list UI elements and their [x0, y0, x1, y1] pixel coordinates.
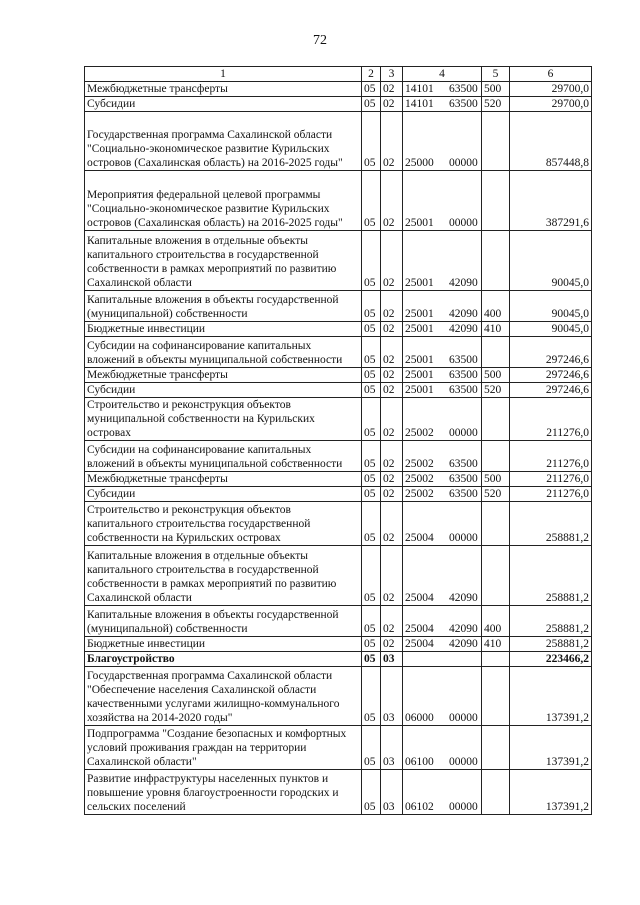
row-name-cell: Межбюджетные трансферты — [85, 82, 362, 97]
row-name-cell: Строительство и реконструкция объектов капитального строительства государственной собственности на Курильских островах — [85, 502, 362, 546]
row-subsection-cell: 02 — [381, 472, 403, 487]
table-row — [85, 398, 592, 441]
row-expense-type-cell: 500 — [482, 368, 510, 383]
target-article-part-1: 14101 — [405, 98, 434, 110]
row-name-cell: Государственная программа Сахалинской области "Обеспечение населения Сахалинской области качественными услугами жилищно-коммунального хозяйства на 2014-2020 годы" — [85, 667, 362, 726]
table-row — [85, 337, 592, 368]
row-amount-cell: 29700,0 — [510, 97, 592, 112]
target-article-part-1: 25001 — [405, 354, 434, 366]
row-amount-cell: 137391,2 — [510, 667, 592, 726]
target-article-part-2: 42090 — [449, 623, 478, 635]
row-section-cell: 05 — [362, 383, 381, 398]
target-article-part-1: 14101 — [405, 83, 434, 95]
row-section-cell: 05 — [362, 82, 381, 97]
row-name-cell: Капитальные вложения в объекты государственной (муниципальной) собственности — [85, 291, 362, 322]
table-row — [85, 368, 592, 383]
row-section-cell: 05 — [362, 637, 381, 652]
row-name-cell: Строительство и реконструкция объектов муниципальной собственности на Курильских островах — [85, 398, 362, 441]
row-amount-cell: 90045,0 — [510, 291, 592, 322]
row-expense-type-cell: 410 — [482, 637, 510, 652]
target-article-part-1: 06102 — [405, 801, 434, 813]
row-amount-cell: 90045,0 — [510, 322, 592, 337]
row-subsection-cell: 03 — [381, 770, 403, 815]
row-expense-type-cell: 410 — [482, 322, 510, 337]
target-article-part-1: 25002 — [405, 458, 434, 470]
row-name-cell: Государственная программа Сахалинской области "Социально-экономическое развитие Курильских островов (Сахалинская область) на 2016-2025 годы" — [85, 112, 362, 171]
row-section-cell: 05 — [362, 441, 381, 472]
row-expense-type-cell — [482, 112, 510, 171]
target-article-part-2: 42090 — [449, 323, 478, 335]
row-target-article-cell — [403, 487, 482, 502]
table-row — [85, 606, 592, 637]
row-expense-type-cell: 400 — [482, 291, 510, 322]
target-article-part-2: 42090 — [449, 638, 478, 650]
target-article-part-1: 25002 — [405, 427, 434, 439]
row-subsection-cell: 02 — [381, 637, 403, 652]
target-article-part-2: 00000 — [449, 756, 478, 768]
row-expense-type-cell — [482, 337, 510, 368]
row-subsection-cell: 03 — [381, 726, 403, 770]
header-col-name: 1 — [85, 67, 362, 82]
row-subsection-cell: 02 — [381, 383, 403, 398]
table-row — [85, 770, 592, 815]
row-name-cell: Капитальные вложения в отдельные объекты капитального строительства в государственной собственности в рамках мероприятий по развитию Сахалинской области — [85, 231, 362, 291]
row-section-cell: 05 — [362, 337, 381, 368]
table-row — [85, 171, 592, 231]
row-amount-cell: 258881,2 — [510, 546, 592, 606]
row-subsection-cell: 03 — [381, 652, 403, 667]
row-target-article-cell — [403, 472, 482, 487]
row-target-article-cell — [403, 652, 482, 667]
row-section-cell: 05 — [362, 322, 381, 337]
row-amount-cell: 211276,0 — [510, 487, 592, 502]
row-section-cell: 05 — [362, 546, 381, 606]
row-section-cell: 05 — [362, 97, 381, 112]
target-article-part-1: 06000 — [405, 712, 434, 724]
target-article-part-1: 25001 — [405, 308, 434, 320]
row-section-cell: 05 — [362, 472, 381, 487]
target-article-part-1: 25004 — [405, 623, 434, 635]
target-article-part-1: 25001 — [405, 277, 434, 289]
row-amount-cell: 137391,2 — [510, 726, 592, 770]
row-section-cell: 05 — [362, 112, 381, 171]
row-amount-cell: 297246,6 — [510, 337, 592, 368]
table-row — [85, 441, 592, 472]
row-amount-cell: 211276,0 — [510, 398, 592, 441]
row-subsection-cell: 02 — [381, 231, 403, 291]
table-row — [85, 322, 592, 337]
row-target-article-cell — [403, 502, 482, 546]
table-row — [85, 383, 592, 398]
row-name-cell: Подпрограмма "Создание безопасных и комфортных условий проживания граждан на территории Сахалинской области" — [85, 726, 362, 770]
row-section-cell: 05 — [362, 231, 381, 291]
header-col-amount: 6 — [510, 67, 592, 82]
row-subsection-cell: 02 — [381, 291, 403, 322]
row-expense-type-cell — [482, 441, 510, 472]
row-name-cell: Субсидии — [85, 487, 362, 502]
table-row — [85, 472, 592, 487]
row-section-cell: 05 — [362, 606, 381, 637]
target-article-part-2: 00000 — [449, 712, 478, 724]
row-amount-cell: 211276,0 — [510, 441, 592, 472]
row-subsection-cell: 02 — [381, 546, 403, 606]
table-row — [85, 667, 592, 726]
row-name-cell: Бюджетные инвестиции — [85, 322, 362, 337]
target-article-part-2: 00000 — [449, 157, 478, 169]
row-subsection-cell: 02 — [381, 337, 403, 368]
row-amount-cell: 258881,2 — [510, 606, 592, 637]
row-target-article-cell — [403, 337, 482, 368]
row-amount-cell: 223466,2 — [510, 652, 592, 667]
target-article-part-1: 25002 — [405, 473, 434, 485]
row-target-article-cell — [403, 171, 482, 231]
row-name-cell: Капитальные вложения в отдельные объекты капитального строительства в государственной собственности в рамках мероприятий по развитию Сахалинской области — [85, 546, 362, 606]
row-subsection-cell: 02 — [381, 502, 403, 546]
target-article-part-2: 42090 — [449, 308, 478, 320]
row-expense-type-cell — [482, 652, 510, 667]
target-article-part-2: 63500 — [449, 354, 478, 366]
row-amount-cell: 857448,8 — [510, 112, 592, 171]
row-target-article-cell — [403, 606, 482, 637]
row-section-cell: 05 — [362, 726, 381, 770]
row-section-cell: 05 — [362, 291, 381, 322]
row-amount-cell: 297246,6 — [510, 368, 592, 383]
target-article-part-2: 63500 — [449, 369, 478, 381]
target-article-part-2: 63500 — [449, 83, 478, 95]
row-name-cell: Межбюджетные трансферты — [85, 368, 362, 383]
target-article-part-1: 25004 — [405, 592, 434, 604]
row-expense-type-cell: 520 — [482, 487, 510, 502]
row-target-article-cell — [403, 726, 482, 770]
row-section-cell: 05 — [362, 502, 381, 546]
row-target-article-cell — [403, 770, 482, 815]
row-amount-cell: 211276,0 — [510, 472, 592, 487]
row-target-article-cell — [403, 291, 482, 322]
row-target-article-cell — [403, 97, 482, 112]
header-col-expense-type: 5 — [482, 67, 510, 82]
target-article-part-2: 63500 — [449, 488, 478, 500]
target-article-part-1: 25001 — [405, 323, 434, 335]
row-target-article-cell — [403, 398, 482, 441]
target-article-part-1: 06100 — [405, 756, 434, 768]
target-article-part-2: 00000 — [449, 217, 478, 229]
row-subsection-cell: 02 — [381, 171, 403, 231]
row-subsection-cell: 02 — [381, 112, 403, 171]
row-expense-type-cell: 400 — [482, 606, 510, 637]
target-article-part-2: 00000 — [449, 427, 478, 439]
row-expense-type-cell — [482, 171, 510, 231]
target-article-part-2: 00000 — [449, 532, 478, 544]
table-row — [85, 546, 592, 606]
row-target-article-cell — [403, 112, 482, 171]
row-subsection-cell: 02 — [381, 487, 403, 502]
row-expense-type-cell: 500 — [482, 472, 510, 487]
row-target-article-cell — [403, 667, 482, 726]
target-article-part-2: 00000 — [449, 801, 478, 813]
row-expense-type-cell — [482, 770, 510, 815]
target-article-part-2: 63500 — [449, 384, 478, 396]
table-row — [85, 726, 592, 770]
row-section-cell: 05 — [362, 652, 381, 667]
target-article-part-1: 25001 — [405, 384, 434, 396]
row-name-cell: Межбюджетные трансферты — [85, 472, 362, 487]
table-row — [85, 502, 592, 546]
target-article-part-1: 25002 — [405, 488, 434, 500]
row-expense-type-cell — [482, 546, 510, 606]
row-name-cell: Субсидии на софинансирование капитальных вложений в объекты муниципальной собственности — [85, 337, 362, 368]
row-name-cell: Благоустройство — [85, 652, 362, 667]
row-expense-type-cell — [482, 726, 510, 770]
row-section-cell: 05 — [362, 667, 381, 726]
row-name-cell: Субсидии — [85, 97, 362, 112]
row-target-article-cell — [403, 322, 482, 337]
row-subsection-cell: 02 — [381, 398, 403, 441]
table-row — [85, 652, 592, 667]
row-expense-type-cell — [482, 231, 510, 291]
row-expense-type-cell — [482, 502, 510, 546]
target-article-part-2: 42090 — [449, 592, 478, 604]
row-expense-type-cell: 520 — [482, 97, 510, 112]
target-article-part-2: 63500 — [449, 98, 478, 110]
target-article-part-1: 25004 — [405, 532, 434, 544]
header-col-target-article: 4 — [403, 67, 482, 82]
row-name-cell: Развитие инфраструктуры населенных пунктов и повышение уровня благоустроенности городских и сельских поселений — [85, 770, 362, 815]
row-target-article-cell — [403, 231, 482, 291]
target-article-part-2: 42090 — [449, 277, 478, 289]
table-row — [85, 637, 592, 652]
row-expense-type-cell: 500 — [482, 82, 510, 97]
row-expense-type-cell — [482, 398, 510, 441]
target-article-part-1: 25004 — [405, 638, 434, 650]
row-amount-cell: 29700,0 — [510, 82, 592, 97]
table-row — [85, 97, 592, 112]
row-target-article-cell — [403, 637, 482, 652]
row-expense-type-cell — [482, 667, 510, 726]
row-section-cell: 05 — [362, 770, 381, 815]
row-subsection-cell: 02 — [381, 606, 403, 637]
table-row — [85, 82, 592, 97]
target-article-part-1: 25001 — [405, 369, 434, 381]
header-col-section: 2 — [362, 67, 381, 82]
table-row — [85, 231, 592, 291]
row-target-article-cell — [403, 383, 482, 398]
row-amount-cell: 297246,6 — [510, 383, 592, 398]
target-article-part-2: 63500 — [449, 458, 478, 470]
row-name-cell: Капитальные вложения в объекты государственной (муниципальной) собственности — [85, 606, 362, 637]
row-subsection-cell: 02 — [381, 368, 403, 383]
row-subsection-cell: 02 — [381, 82, 403, 97]
row-target-article-cell — [403, 546, 482, 606]
target-article-part-2: 63500 — [449, 473, 478, 485]
row-subsection-cell: 03 — [381, 667, 403, 726]
row-subsection-cell: 02 — [381, 441, 403, 472]
table-row — [85, 112, 592, 171]
row-amount-cell: 387291,6 — [510, 171, 592, 231]
row-target-article-cell — [403, 82, 482, 97]
row-name-cell: Бюджетные инвестиции — [85, 637, 362, 652]
page-number: 72 — [313, 33, 327, 48]
row-amount-cell: 258881,2 — [510, 502, 592, 546]
row-expense-type-cell: 520 — [482, 383, 510, 398]
table-row — [85, 291, 592, 322]
row-target-article-cell — [403, 441, 482, 472]
row-section-cell: 05 — [362, 398, 381, 441]
row-target-article-cell — [403, 368, 482, 383]
row-name-cell: Мероприятия федеральной целевой программы "Социально-экономическое развитие Курильских островов (Сахалинская область) на 2016-2025 годы" — [85, 171, 362, 231]
row-amount-cell: 90045,0 — [510, 231, 592, 291]
row-subsection-cell: 02 — [381, 97, 403, 112]
row-section-cell: 05 — [362, 487, 381, 502]
row-section-cell: 05 — [362, 368, 381, 383]
table-header-row — [85, 67, 592, 82]
row-amount-cell: 258881,2 — [510, 637, 592, 652]
row-name-cell: Субсидии — [85, 383, 362, 398]
row-section-cell: 05 — [362, 171, 381, 231]
row-amount-cell: 137391,2 — [510, 770, 592, 815]
table-row — [85, 487, 592, 502]
row-name-cell: Субсидии на софинансирование капитальных вложений в объекты муниципальной собственности — [85, 441, 362, 472]
target-article-part-1: 25000 — [405, 157, 434, 169]
budget-table — [84, 66, 592, 815]
row-subsection-cell: 02 — [381, 322, 403, 337]
target-article-part-1: 25001 — [405, 217, 434, 229]
header-col-subsection: 3 — [381, 67, 403, 82]
